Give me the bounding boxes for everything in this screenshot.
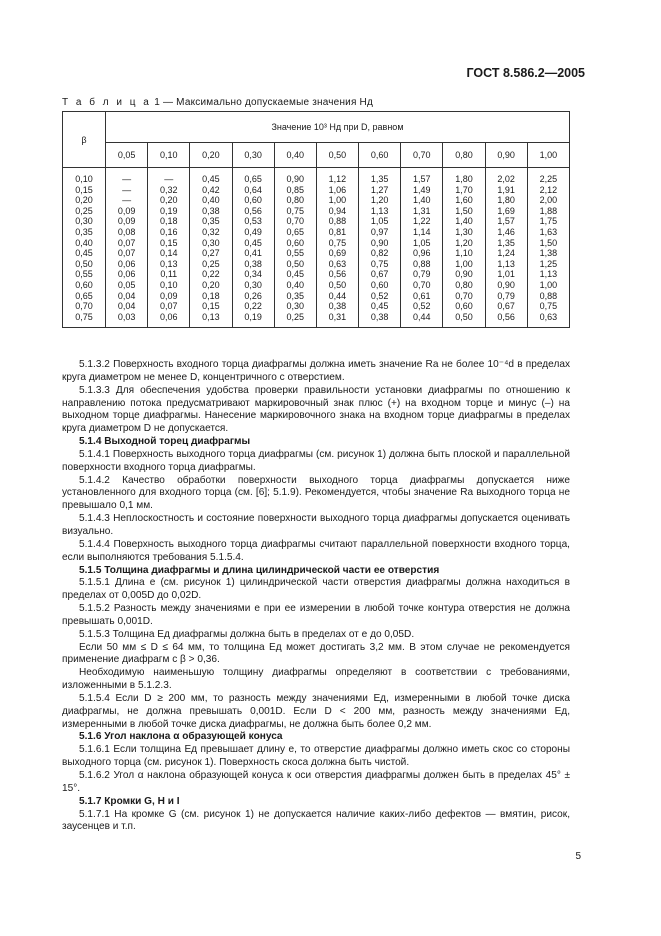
table-cell: 0,45 (244, 237, 262, 248)
column-header: 0,10 (148, 143, 190, 168)
table-cell: 0,07 (117, 248, 136, 259)
column-header: 0,70 (401, 143, 443, 168)
table-cell: 0,13 (159, 258, 178, 269)
table-cell: 0,07 (159, 301, 178, 312)
table-cell: 0,09 (117, 216, 136, 227)
paragraph: 5.1.5.4 Если D ≥ 200 мм, то разность между значениями Eд, измеренными в любой точке диска диафрагмы, не должна превышать 0,001D. Если D < 200 мм, разность между значениями Eд, измеренными в любой точке диска диафрагмы, не должна быть более 0,2 мм. (62, 692, 570, 730)
table-cell: 0,06 (159, 311, 178, 322)
table-cell: 0,56 (328, 269, 347, 280)
table-cell: 0,30 (286, 301, 305, 312)
table-cell: 0,50 (286, 258, 305, 269)
table-cell: 0,40 (202, 195, 220, 206)
table-cell: 1,14 (413, 226, 431, 237)
column-header-row (63, 143, 570, 168)
table-cell: 0,38 (202, 205, 220, 216)
table-cell: 0,38 (370, 311, 389, 322)
table-cell: 0,34 (244, 269, 262, 280)
table-cell: 0,30 (75, 216, 93, 227)
table-cell: 0,20 (75, 195, 93, 206)
table-cell: 1,31 (413, 205, 431, 216)
table-cell: 1,35 (370, 174, 389, 184)
table-cell: 0,06 (117, 269, 136, 280)
values-column (443, 168, 485, 328)
table-cell: 0,30 (202, 237, 220, 248)
table-cell: 0,15 (75, 184, 93, 195)
table-cell: 0,88 (539, 290, 558, 301)
table-cell: 0,35 (75, 226, 93, 237)
table-cell: 0,09 (159, 290, 178, 301)
table-cell: 1,35 (497, 237, 515, 248)
section-heading: 5.1.4 Выходной торец диафрагмы (79, 436, 251, 448)
paragraph: 5.1.5.1 Длина e (см. рисунок 1) цилиндрической части отверстия диафрагмы должна находиться в пределах от 0,005D до 0,02D. (62, 577, 570, 602)
table-cell: 0,10 (75, 174, 93, 184)
table-cell: 1,05 (413, 237, 431, 248)
table-cell: 0,70 (286, 216, 305, 227)
table-cell: 0,14 (159, 248, 178, 259)
table-cell: 0,55 (75, 269, 93, 280)
table-cell: 1,12 (328, 174, 347, 184)
values-column (316, 168, 358, 328)
column-header: 0,90 (485, 143, 527, 168)
table-cell: 0,80 (286, 195, 305, 206)
table-cell: 0,96 (413, 248, 431, 259)
column-header: 0,05 (106, 143, 148, 168)
values-column (359, 168, 401, 328)
table-cell: 0,79 (413, 269, 431, 280)
table-cell: 0,82 (370, 248, 389, 259)
section-heading: 5.1.6 Угол наклона α образующей конуса (79, 731, 283, 743)
table-cell: 1,24 (497, 248, 515, 259)
table-cell: 2,12 (539, 184, 558, 195)
table-cell: 0,90 (455, 269, 473, 280)
table-cell: 0,45 (286, 269, 305, 280)
table-cell: 1,80 (497, 195, 515, 206)
table-cell: 0,32 (159, 184, 178, 195)
table-cell: 0,60 (286, 237, 305, 248)
table-cell: 0,70 (455, 290, 473, 301)
table-caption-text: 1 — Максимально допускаемые значения Hд (154, 97, 374, 108)
table-cell: 1,06 (328, 184, 347, 195)
table-cell: — (122, 184, 132, 195)
table-cell: 0,10 (159, 279, 178, 290)
table-cell: 1,46 (497, 226, 515, 237)
table-cell: 1,22 (413, 216, 431, 227)
table-cell: 1,57 (497, 216, 515, 227)
table-cell: 0,44 (328, 290, 347, 301)
table-cell: 0,53 (244, 216, 262, 227)
table-cell: 0,25 (75, 205, 93, 216)
table-cell: 0,16 (159, 226, 178, 237)
table-cell: 0,56 (244, 205, 262, 216)
paragraph: 5.1.6.2 Угол α наклона образующей конуса к оси отверстия диафрагмы должен быть в пределах 45° ± 15°. (62, 770, 570, 794)
table-cell: 0,40 (286, 279, 305, 290)
table-cell: 0,22 (202, 269, 220, 280)
table-cell: 0,75 (539, 301, 558, 312)
table-cell: 0,15 (159, 237, 178, 248)
table-cell: 0,69 (328, 248, 347, 259)
values-column (527, 168, 569, 328)
page-number: 5 (575, 851, 581, 862)
column-header: 0,20 (190, 143, 232, 168)
table-cell: 1,50 (539, 237, 558, 248)
table-cell: 0,19 (244, 311, 262, 322)
paragraph: 5.1.4.3 Неплоскостность и состояние поверхности выходного торца диафрагмы допускается оценивать визуально. (62, 513, 570, 537)
table-cell: 1,69 (497, 205, 515, 216)
values-column (148, 168, 190, 328)
table-cell: 0,80 (455, 279, 473, 290)
paragraph: 5.1.6.1 Если толщина Eд превышает длину e, то отверстие диафрагмы должно иметь скос со стороны выходного торца (см. рисунок 1). Поверхность скоса должна быть чистой. (62, 744, 570, 769)
table-cell: 0,11 (160, 269, 178, 280)
paragraph: 5.1.5.3 Толщина Eд диафрагмы должна быть в пределах от e до 0,05D. (79, 628, 415, 640)
values-column (401, 168, 443, 328)
table-cell: 0,08 (117, 226, 136, 237)
table-cell: 1,60 (455, 195, 473, 206)
table-cell: 0,50 (328, 279, 347, 290)
table-cell: 0,38 (328, 301, 347, 312)
table-cell: 0,41 (244, 248, 262, 259)
values-column (274, 168, 316, 328)
table-cell: 0,20 (159, 195, 178, 206)
table-cell: 1,49 (413, 184, 431, 195)
table-cell: 1,01 (497, 269, 515, 280)
table-cell: 0,04 (117, 301, 136, 312)
table-cell: 0,45 (370, 301, 389, 312)
table-cell: 0,64 (244, 184, 262, 195)
table-cell: 0,90 (286, 174, 305, 184)
paragraph: 5.1.4.1 Поверхность выходного торца диафрагмы (см. рисунок 1) должна быть плоской и параллельной поверхности входного торца диафрагмы. (62, 448, 570, 473)
table-cell: 0,67 (497, 301, 515, 312)
paragraph: Если 50 мм ≤ D ≤ 64 мм, то толщина Eд может достигать 3,2 мм. В этом случае не рекомендуется применение диафрагм с β > 0,36. (62, 641, 570, 666)
table-cell: 1,80 (455, 174, 473, 184)
table-cell: 0,38 (244, 258, 262, 269)
table-cell: 0,22 (244, 301, 262, 312)
table-body-row (63, 168, 570, 328)
table-cell: 2,02 (497, 174, 515, 184)
table-cell: 0,09 (117, 205, 136, 216)
table-cell: 0,56 (497, 311, 515, 322)
column-header: 0,30 (232, 143, 274, 168)
table-cell: 1,91 (497, 184, 515, 195)
document-header: ГОСТ 8.586.2—2005 (466, 66, 585, 80)
table-cell: 1,40 (413, 195, 431, 206)
table-cell: 0,52 (370, 290, 389, 301)
table-cell: 0,06 (117, 258, 136, 269)
values-column (190, 168, 232, 328)
table-cell: 0,90 (370, 237, 389, 248)
table-cell: — (164, 174, 174, 184)
table-cell: 0,45 (202, 174, 220, 184)
table-cell: 0,60 (370, 279, 389, 290)
table-cell: 1,13 (497, 258, 515, 269)
table-cell: 0,35 (202, 216, 220, 227)
group-column-header: Значение 10³ Hд при D, равном (106, 112, 570, 143)
table-cell: 0,03 (117, 311, 136, 322)
beta-column-header: β (63, 112, 106, 168)
column-header: 0,50 (316, 143, 358, 168)
table-cell: 0,18 (159, 216, 178, 227)
paragraph: 5.1.3.2 Поверхность входного торца диафрагмы должна иметь значение Ra не более 10⁻⁴d в пределах круга диаметром не менее D, концентричного с отверстием. (62, 359, 570, 383)
table-cell: 0,94 (328, 205, 347, 216)
table-cell: 1,10 (455, 248, 473, 259)
table-cell: 0,88 (413, 258, 431, 269)
table-cell: 2,25 (539, 174, 558, 184)
table-cell: 1,50 (455, 205, 473, 216)
table-cell: 1,20 (370, 195, 389, 206)
column-header: 1,00 (527, 143, 569, 168)
table-cell: 0,26 (244, 290, 262, 301)
table-cell: 0,67 (370, 269, 389, 280)
table-cell: 0,60 (455, 301, 473, 312)
table-cell: 0,18 (202, 290, 220, 301)
table-cell: 0,31 (328, 311, 347, 322)
table-cell: 2,00 (539, 195, 558, 206)
table-cell: 0,70 (413, 279, 431, 290)
table-cell: 1,38 (539, 248, 558, 259)
table-cell: 1,13 (370, 205, 389, 216)
table-cell: 0,07 (117, 237, 136, 248)
table-cell: 1,30 (455, 226, 473, 237)
max-values-table (62, 111, 570, 328)
column-header: 0,80 (443, 143, 485, 168)
table-cell: 0,42 (202, 184, 220, 195)
table-cell: 0,55 (286, 248, 305, 259)
table-cell: 1,63 (539, 226, 558, 237)
table-cell: 0,32 (202, 226, 220, 237)
table-cell: 0,75 (75, 311, 93, 322)
table-cell: 1,25 (539, 258, 558, 269)
table-cell: 0,70 (75, 301, 93, 312)
paragraph: 5.1.4.4 Поверхность выходного торца диафрагмы считают параллельной поверхности входного торца, если выполняются требования 5.1.5.4. (62, 538, 570, 563)
table-cell: 0,63 (328, 258, 347, 269)
table-cell: 1,75 (539, 216, 558, 227)
table-cell: 1,00 (539, 279, 558, 290)
table-cell: 0,45 (75, 248, 93, 259)
table-cell: 0,61 (413, 290, 431, 301)
table-cell: — (122, 174, 132, 184)
table-cell: 0,27 (202, 248, 220, 259)
table-cell: 0,20 (202, 279, 220, 290)
table-cell: 0,60 (75, 279, 93, 290)
beta-values-column (63, 168, 106, 328)
table-cell: 1,05 (370, 216, 389, 227)
paragraph: 5.1.5.2 Разность между значениями e при ее измерении в любой точке контура отверстия не должна превышать 0,001D. (62, 603, 570, 627)
table-cell: 0,40 (75, 237, 93, 248)
table-cell: 1,00 (328, 195, 347, 206)
table-cell: 0,65 (75, 290, 93, 301)
section-heading: 5.1.5 Толщина диафрагмы и длина цилиндрической части ее отверстия (79, 564, 440, 576)
table-cell: 0,44 (413, 311, 431, 322)
table-cell: 0,85 (286, 184, 305, 195)
table-cell: 1,20 (455, 237, 473, 248)
column-header: 0,60 (359, 143, 401, 168)
paragraph: 5.1.7.1 На кромке G (см. рисунок 1) не допускается наличие каких-либо дефектов — вмятин, рисок, заусенцев и т.п. (62, 808, 570, 833)
table-cell: 1,70 (455, 184, 473, 195)
table-caption (62, 97, 373, 108)
table-cell: 1,40 (455, 216, 473, 227)
table-cell: 0,52 (413, 301, 431, 312)
table-cell: 0,65 (286, 226, 305, 237)
table-cell: 1,27 (370, 184, 389, 195)
table-cell: 0,50 (75, 258, 93, 269)
table-cell: 0,81 (328, 226, 347, 237)
table-cell: 0,97 (370, 226, 389, 237)
table-cell: 0,04 (117, 290, 136, 301)
paragraph: Необходимую наименьшую толщину диафрагмы определяют в соответствии с требованиями, изложенными в 5.1.2.3. (62, 667, 570, 692)
table-cell: 0,25 (202, 258, 220, 269)
table-cell: 0,49 (244, 226, 262, 237)
table-cell: 0,15 (202, 301, 220, 312)
table-cell: 0,90 (497, 279, 515, 290)
body-text (62, 359, 570, 834)
column-header: 0,40 (274, 143, 316, 168)
table-cell: 1,88 (539, 205, 558, 216)
table-cell: 0,75 (370, 258, 389, 269)
table-cell: 0,35 (286, 290, 305, 301)
table-cell: 0,25 (286, 311, 305, 322)
table-cell: 1,57 (413, 174, 431, 184)
table-cell: 0,79 (497, 290, 515, 301)
values-column (485, 168, 527, 328)
values-column (106, 168, 148, 328)
table-cell: 0,60 (244, 195, 262, 206)
table-cell: — (122, 195, 132, 206)
table-cell: 0,63 (539, 311, 558, 322)
table-cell: 0,65 (244, 174, 262, 184)
table-cell: 1,13 (539, 269, 558, 280)
table-cell: 0,50 (455, 311, 473, 322)
table-cell: 0,19 (159, 205, 178, 216)
table-cell: 0,30 (244, 279, 262, 290)
table-cell: 0,75 (328, 237, 347, 248)
table-cell: 0,05 (117, 279, 136, 290)
table-cell: 0,75 (286, 205, 305, 216)
values-column (232, 168, 274, 328)
table-cell: 1,00 (455, 258, 473, 269)
paragraph: 5.1.4.2 Качество обработки поверхности выходного торца диафрагмы допускается ниже установленного для входного торца (см. [6]; 5.1.9). Рекомендуется, чтобы значение Ra выходного торца не превышало 0,1 мм. (62, 474, 570, 512)
table-caption-label: Т а б л и ц а (62, 97, 152, 108)
table-cell: 0,13 (202, 311, 220, 322)
table-cell: 0,88 (328, 216, 347, 227)
paragraph: 5.1.3.3 Для обеспечения удобства проверки правильности установки диафрагмы по отношению к направлению потока предусматривают маркировочный знак плюс (+) на входном торце и минус (–) на выходном торце диафрагмы. Нанесение маркировочного знака на входном торце диафрагмы в пределах круга диаметром D не допускается. (62, 384, 570, 435)
section-heading: 5.1.7 Кромки G, H и I (79, 795, 180, 807)
